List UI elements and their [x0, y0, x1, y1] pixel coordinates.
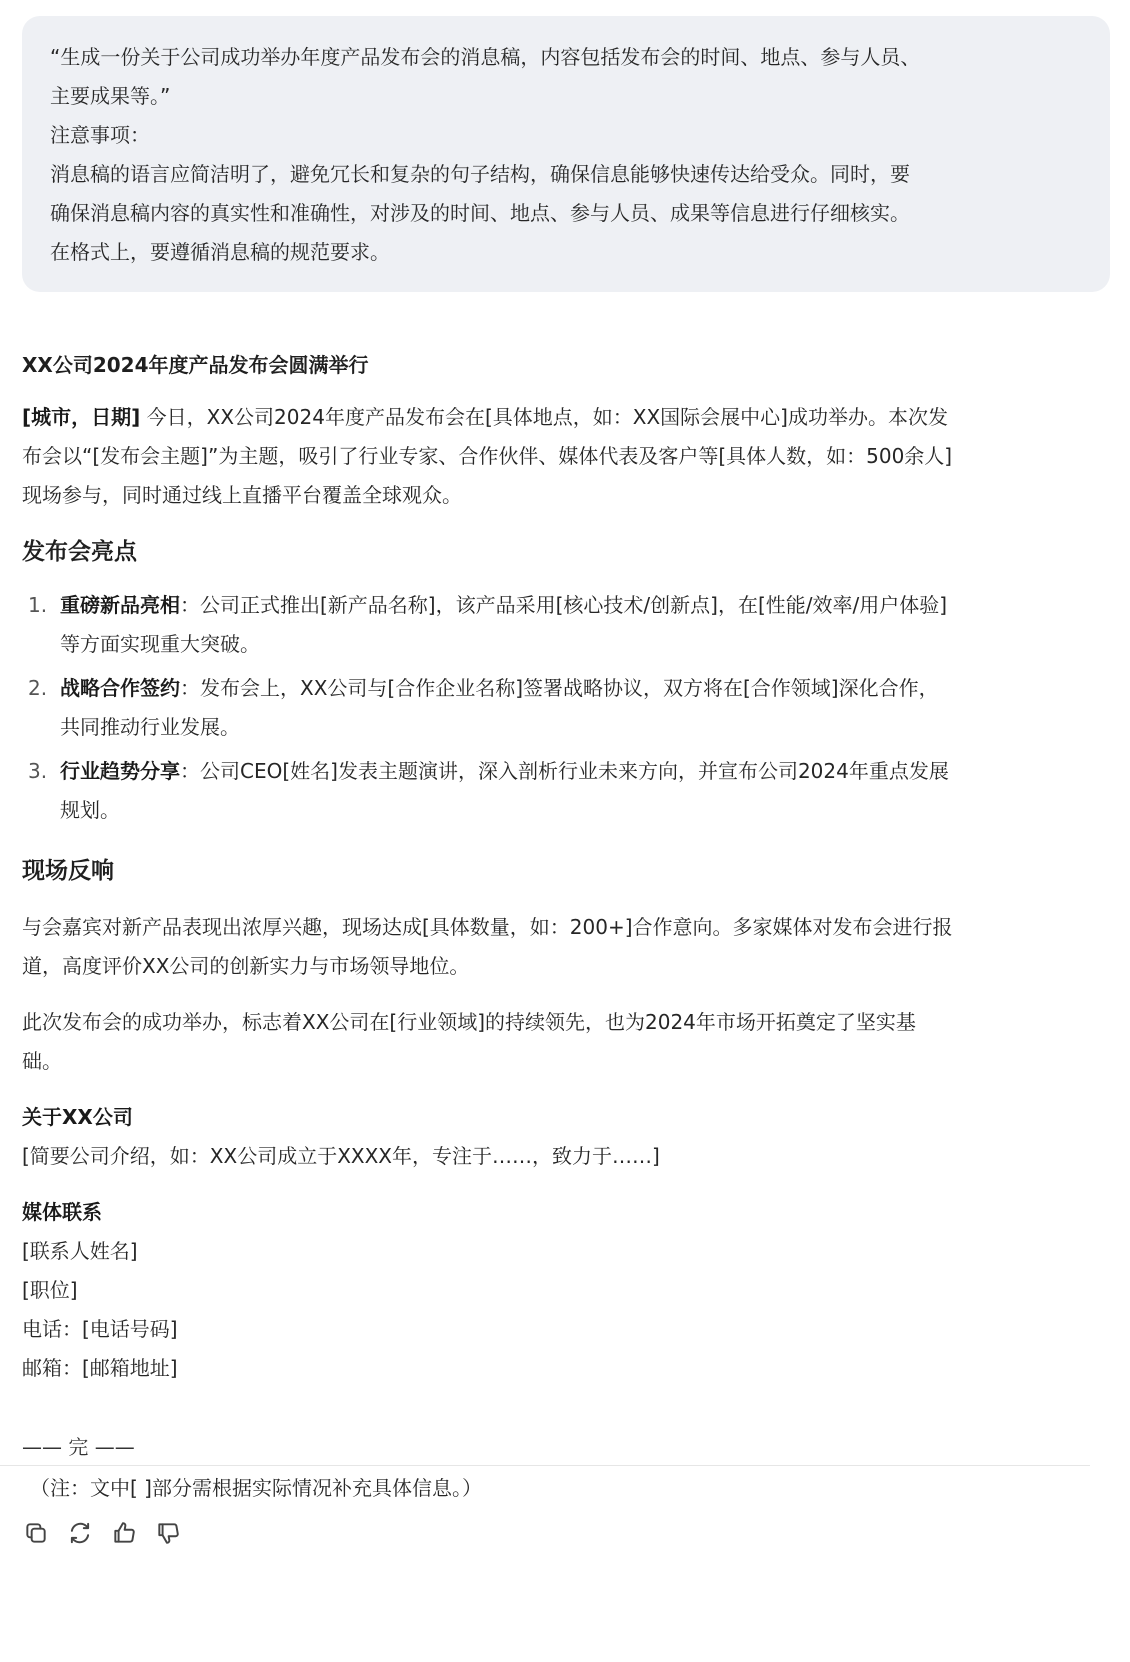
divider: [0, 1465, 1090, 1466]
prompt-line: 消息稿的语言应简洁明了，避免冗长和复杂的句子结构，确保信息能够快速传达给受众。同时，要: [50, 162, 910, 186]
reaction-heading: 现场反响: [22, 858, 114, 884]
about-heading: 关于XX公司: [22, 1105, 133, 1129]
thumbs-up-button[interactable]: [108, 1517, 140, 1549]
contact-phone: 电话：[电话号码]: [22, 1317, 178, 1341]
contact-title: [职位]: [22, 1278, 78, 1302]
list-item-text: ：公司CEO[姓名]发表主题演讲，深入剖析行业未来方向，并宣布公司2024年重点发展: [180, 759, 949, 783]
list-item-text: ：公司正式推出[新产品名称]，该产品采用[核心技术/创新点]，在[性能/效率/用户体验]: [180, 593, 948, 617]
list-item: [22, 669, 1110, 747]
list-item: [22, 752, 1110, 830]
thumbs-down-icon: [155, 1520, 181, 1546]
list-item-label: 重磅新品亮相: [60, 593, 180, 617]
list-item-label: 行业趋势分享: [60, 759, 180, 783]
intro-text: 布会以“[发布会主题]”为主题，吸引了行业专家、合作伙伴、媒体代表及客户等[具体人数，如：500余人]: [22, 444, 953, 468]
user-prompt-bubble: [22, 16, 1110, 292]
footnote: （注：文中[ ]部分需根据实际情况补充具体信息。）: [30, 1476, 482, 1500]
contact-email: 邮箱：[邮箱地址]: [22, 1356, 178, 1380]
prompt-line: 注意事项：: [50, 123, 150, 147]
intro-text: 今日，XX公司2024年度产品发布会在[具体地点，如：XX国际会展中心]成功举办。本次发: [140, 405, 948, 429]
list-item-text: 等方面实现重大突破。: [60, 632, 260, 656]
reaction-paragraph: [22, 908, 1110, 986]
regenerate-button[interactable]: [64, 1517, 96, 1549]
regenerate-icon: [67, 1520, 93, 1546]
end-mark: —— 完 ——: [22, 1435, 135, 1459]
contact-name: [联系人姓名]: [22, 1239, 138, 1263]
assistant-response: [22, 350, 1110, 1482]
reaction-text: 道，高度评价XX公司的创新实力与市场领导地位。: [22, 954, 470, 978]
highlights-list: [22, 586, 1110, 830]
list-number: 1.: [28, 593, 48, 617]
prompt-line: 主要成果等。”: [50, 84, 171, 108]
list-item-label: 战略合作签约: [60, 676, 180, 700]
highlights-heading: 发布会亮点: [22, 539, 137, 565]
list-item-text: 共同推动行业发展。: [60, 715, 240, 739]
list-number: 2.: [28, 676, 48, 700]
closing-text: 此次发布会的成功举办，标志着XX公司在[行业领域]的持续领先，也为2024年市场开拓奠定了坚实基: [22, 1010, 916, 1034]
list-item-text: ：发布会上，XX公司与[合作企业名称]签署战略协议，双方将在[合作领域]深化合作，: [180, 676, 939, 700]
thumbs-down-button[interactable]: [152, 1517, 184, 1549]
list-item-text: 规划。: [60, 798, 120, 822]
list-number: 3.: [28, 759, 48, 783]
intro-lead: [城市，日期]: [22, 405, 141, 429]
media-contact-heading: 媒体联系: [22, 1200, 102, 1224]
closing-paragraph: [22, 1003, 1110, 1081]
intro-paragraph: [22, 398, 1110, 515]
prompt-line: 确保消息稿内容的真实性和准确性，对涉及的时间、地点、参与人员、成果等信息进行仔细核实。: [50, 201, 910, 225]
response-actions: [20, 1517, 184, 1549]
prompt-line: 在格式上，要遵循消息稿的规范要求。: [50, 240, 390, 264]
reaction-text: 与会嘉宾对新产品表现出浓厚兴趣，现场达成[具体数量，如：200+]合作意向。多家媒体对发布会进行报: [22, 915, 953, 939]
closing-text: 础。: [22, 1049, 62, 1073]
copy-button[interactable]: [20, 1517, 52, 1549]
thumbs-up-icon: [111, 1520, 137, 1546]
prompt-line: “生成一份关于公司成功举办年度产品发布会的消息稿，内容包括发布会的时间、地点、参与人员、: [50, 45, 921, 69]
copy-icon: [23, 1520, 49, 1546]
list-item: [22, 586, 1110, 664]
about-text: [简要公司介绍，如：XX公司成立于XXXX年，专注于……，致力于……]: [22, 1144, 660, 1168]
intro-text: 现场参与，同时通过线上直播平台覆盖全球观众。: [22, 483, 462, 507]
press-release-title: XX公司2024年度产品发布会圆满举行: [22, 353, 369, 377]
